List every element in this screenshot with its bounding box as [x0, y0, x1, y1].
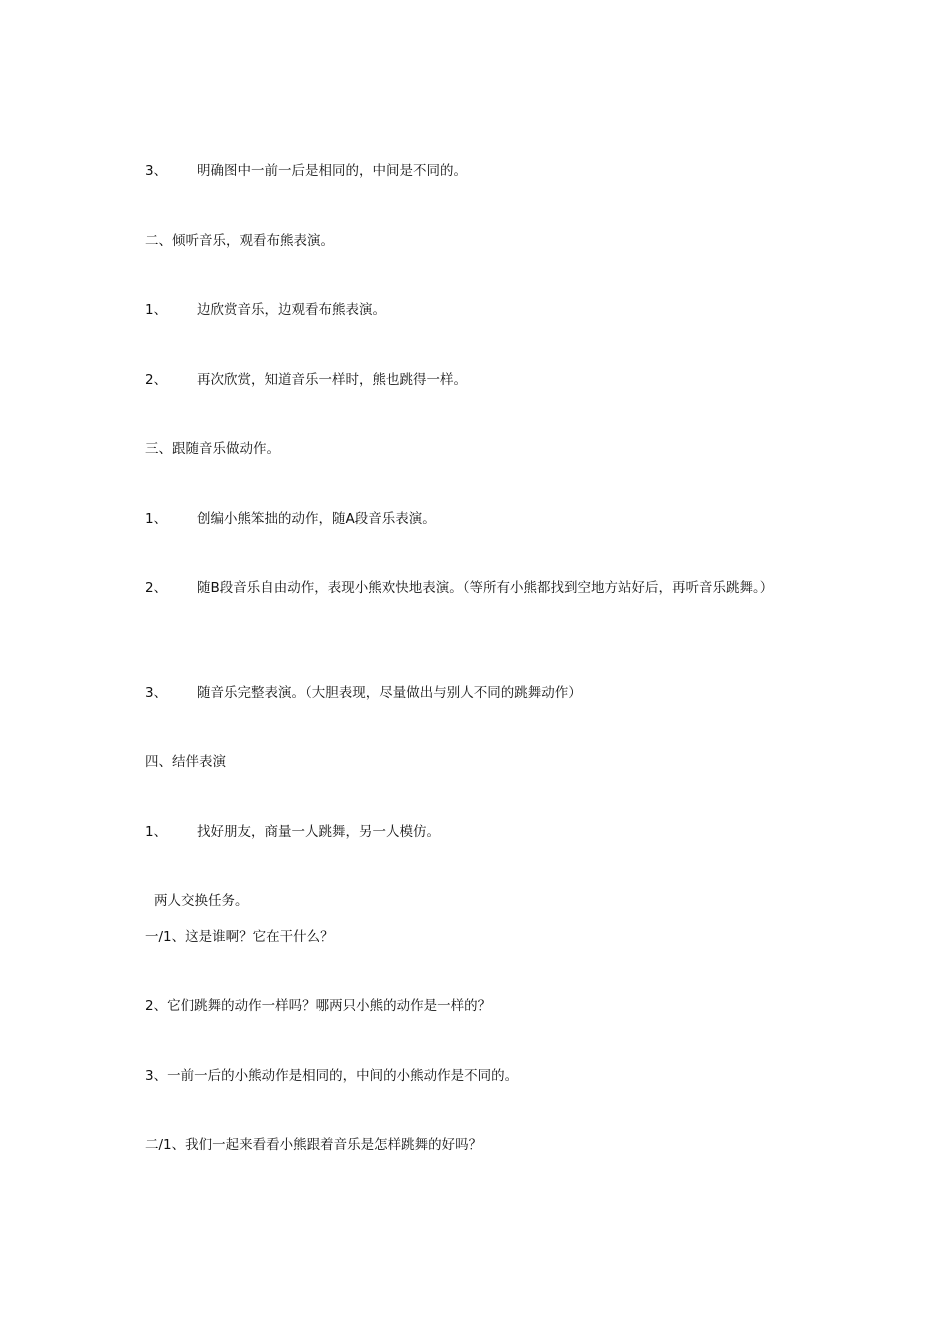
item-text: 再次欣赏，知道音乐一样时，熊也跳得一样。 — [197, 372, 467, 388]
item-text: 随音乐完整表演。（大胆表现，尽量做出与别人不同的跳舞动作） — [197, 685, 582, 701]
heading-text: 四、结伴表演 — [145, 754, 226, 770]
item-text: 段音乐自由动作，表现小熊欢快地表演。（等所有小熊都找到空地方站好后，再听音乐跳舞。） — [219, 580, 774, 596]
question-item — [145, 1136, 482, 1154]
question-text: 我们一起来看看小熊跟着音乐是怎样跳舞的好吗？ — [185, 1137, 483, 1153]
item-text: 创编小熊笨拙的动作，随 — [197, 511, 346, 527]
item-text: 边欣赏音乐，边观看布熊表演。 — [197, 302, 386, 318]
item-number: 2、 — [145, 580, 168, 596]
item-text: 明确图中一前一后是相同的，中间是不同的。 — [197, 163, 467, 179]
section-heading — [145, 440, 280, 458]
item-number: 1、 — [145, 302, 168, 318]
list-item — [145, 371, 467, 389]
item-number: 3、 — [145, 163, 168, 179]
question-prefix: 3、 — [145, 1068, 168, 1084]
list-item — [145, 571, 795, 605]
heading-text: 三、跟随音乐做动作。 — [145, 441, 280, 457]
item-text-latin: B — [210, 580, 220, 596]
item-number: 2、 — [145, 372, 168, 388]
item-number: 1、 — [145, 511, 168, 527]
list-item — [145, 301, 386, 319]
list-item — [145, 510, 436, 528]
question-text: 这是谁啊？它在干什么？ — [185, 929, 334, 945]
question-item — [145, 1067, 518, 1085]
item-text: 随 — [197, 580, 211, 596]
item-number: 1、 — [145, 824, 168, 840]
list-item — [145, 684, 582, 702]
question-item — [145, 928, 334, 946]
question-text: 它们跳舞的动作一样吗？哪两只小熊的动作是一样的？ — [167, 998, 492, 1014]
item-text-latin: A — [345, 511, 355, 527]
question-prefix: 二/1、 — [145, 1137, 186, 1153]
list-item — [145, 823, 440, 841]
question-text: 一前一后的小熊动作是相同的，中间的小熊动作是不同的。 — [167, 1068, 519, 1084]
question-prefix: 一/1、 — [145, 929, 186, 945]
item-number: 3、 — [145, 685, 168, 701]
section-heading — [145, 232, 334, 250]
section-heading — [145, 753, 226, 771]
heading-text: 二、倾听音乐，观看布熊表演。 — [145, 233, 334, 249]
paragraph — [154, 892, 249, 910]
item-text: 找好朋友，商量一人跳舞，另一人模仿。 — [197, 824, 440, 840]
paragraph-text: 两人交换任务。 — [154, 893, 249, 909]
question-prefix: 2、 — [145, 998, 168, 1014]
item-text: 段音乐表演。 — [354, 511, 436, 527]
list-item — [145, 162, 467, 180]
question-item — [145, 997, 491, 1015]
